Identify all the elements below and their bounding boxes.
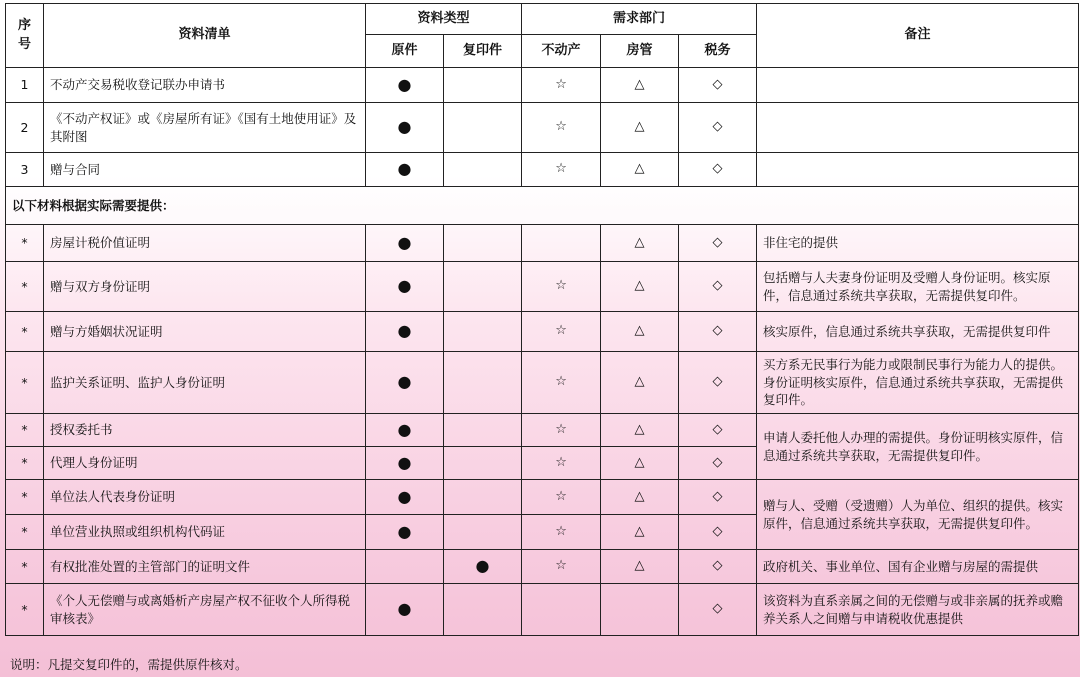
cell-tax: ◇	[679, 584, 757, 636]
table-row	[6, 312, 1079, 352]
cell-name: 授权委托书	[44, 414, 366, 447]
cell-housing: △	[601, 68, 679, 103]
cell-seq: 3	[6, 153, 44, 187]
header-tax: 税务	[679, 35, 757, 68]
cell-realestate: ☆	[522, 550, 601, 584]
table-row	[6, 153, 1079, 187]
cell-tax: ◇	[679, 103, 757, 153]
cell-remark: 该资料为直系亲属之间的无偿赠与或非亲属的抚养或赡养关系人之间赠与申请税收优惠提供	[757, 584, 1079, 636]
cell-seq: *	[6, 312, 44, 352]
cell-name: 《个人无偿赠与或离婚析产房屋产权不征收个人所得税审核表》	[44, 584, 366, 636]
cell-seq: *	[6, 550, 44, 584]
cell-realestate	[522, 225, 601, 262]
table-row	[6, 68, 1079, 103]
cell-tax: ◇	[679, 312, 757, 352]
cell-name: 有权批准处置的主管部门的证明文件	[44, 550, 366, 584]
cell-name: 不动产交易税收登记联办申请书	[44, 68, 366, 103]
cell-housing: △	[601, 312, 679, 352]
cell-copy	[444, 515, 522, 550]
cell-remark: 包括赠与人夫妻身份证明及受赠人身份证明。核实原件，信息通过系统共享获取，无需提供复印件。	[757, 262, 1079, 312]
cell-copy	[444, 414, 522, 447]
cell-housing: △	[601, 414, 679, 447]
cell-original: ●	[366, 480, 444, 515]
cell-original: ●	[366, 225, 444, 262]
cell-realestate: ☆	[522, 414, 601, 447]
cell-original: ●	[366, 352, 444, 414]
cell-tax: ◇	[679, 68, 757, 103]
table-row	[6, 262, 1079, 312]
cell-tax: ◇	[679, 550, 757, 584]
cell-remark	[757, 68, 1079, 103]
cell-copy	[444, 584, 522, 636]
cell-name: 赠与合同	[44, 153, 366, 187]
cell-seq: *	[6, 262, 44, 312]
cell-seq: 1	[6, 68, 44, 103]
cell-original: ●	[366, 153, 444, 187]
cell-tax: ◇	[679, 262, 757, 312]
cell-realestate: ☆	[522, 262, 601, 312]
cell-copy	[444, 103, 522, 153]
cell-housing: △	[601, 225, 679, 262]
cell-tax: ◇	[679, 515, 757, 550]
cell-tax: ◇	[679, 153, 757, 187]
cell-remark: 核实原件，信息通过系统共享获取，无需提供复印件	[757, 312, 1079, 352]
cell-original: ●	[366, 68, 444, 103]
header-type-group: 资料类型	[366, 4, 522, 35]
table-row	[6, 103, 1079, 153]
cell-housing: △	[601, 352, 679, 414]
cell-realestate: ☆	[522, 312, 601, 352]
cell-remark	[757, 103, 1079, 153]
cell-name: 房屋计税价值证明	[44, 225, 366, 262]
cell-tax: ◇	[679, 480, 757, 515]
cell-realestate: ☆	[522, 480, 601, 515]
cell-copy	[444, 352, 522, 414]
cell-realestate: ☆	[522, 447, 601, 480]
materials-table	[5, 3, 1079, 636]
cell-name: 赠与双方身份证明	[44, 262, 366, 312]
cell-original	[366, 550, 444, 584]
cell-tax: ◇	[679, 225, 757, 262]
cell-housing: △	[601, 515, 679, 550]
cell-realestate: ☆	[522, 352, 601, 414]
cell-seq: *	[6, 584, 44, 636]
cell-original: ●	[366, 447, 444, 480]
header-remarks: 备注	[757, 4, 1079, 68]
cell-copy: ●	[444, 550, 522, 584]
cell-housing: △	[601, 153, 679, 187]
cell-housing: △	[601, 262, 679, 312]
header-housing: 房管	[601, 35, 679, 68]
cell-seq: *	[6, 414, 44, 447]
cell-realestate	[522, 584, 601, 636]
section-label: 以下材料根据实际需要提供：	[6, 187, 1079, 225]
header-original: 原件	[366, 35, 444, 68]
cell-tax: ◇	[679, 414, 757, 447]
cell-tax: ◇	[679, 447, 757, 480]
cell-tax: ◇	[679, 352, 757, 414]
cell-copy	[444, 447, 522, 480]
cell-realestate: ☆	[522, 68, 601, 103]
cell-remark: 买方系无民事行为能力或限制民事行为能力人的提供。身份证明核实原件，信息通过系统共享获取，无需提供复印件。	[757, 352, 1079, 414]
cell-original: ●	[366, 414, 444, 447]
cell-housing: △	[601, 550, 679, 584]
cell-realestate: ☆	[522, 515, 601, 550]
cell-name: 监护关系证明、监护人身份证明	[44, 352, 366, 414]
cell-housing	[601, 584, 679, 636]
cell-realestate: ☆	[522, 153, 601, 187]
cell-copy	[444, 480, 522, 515]
cell-seq: *	[6, 225, 44, 262]
header-list: 资料清单	[44, 4, 366, 68]
footer-note: 说明：凡提交复印件的，需提供原件核对。	[10, 657, 248, 672]
cell-copy	[444, 68, 522, 103]
cell-remark: 非住宅的提供	[757, 225, 1079, 262]
cell-seq: *	[6, 352, 44, 414]
cell-seq: *	[6, 515, 44, 550]
cell-name: 单位营业执照或组织机构代码证	[44, 515, 366, 550]
cell-remark-merged-unit: 赠与人、受赠（受遗赠）人为单位、组织的提供。核实原件，信息通过系统共享获取，无需提供复印件。	[757, 480, 1079, 550]
cell-name: 《不动产权证》或《房屋所有证》《国有土地使用证》及其附图	[44, 103, 366, 153]
header-realestate: 不动产	[522, 35, 601, 68]
cell-copy	[444, 312, 522, 352]
table-row	[6, 225, 1079, 262]
table-row	[6, 352, 1079, 414]
cell-copy	[444, 153, 522, 187]
section-row	[6, 187, 1079, 225]
cell-name: 代理人身份证明	[44, 447, 366, 480]
cell-remark-merged-agent: 申请人委托他人办理的需提供。身份证明核实原件，信息通过系统共享获取，无需提供复印件。	[757, 414, 1079, 480]
cell-realestate: ☆	[522, 103, 601, 153]
cell-remark	[757, 153, 1079, 187]
cell-seq: 2	[6, 103, 44, 153]
table-row	[6, 550, 1079, 584]
table-row	[6, 480, 1079, 515]
header-copy: 复印件	[444, 35, 522, 68]
cell-name: 单位法人代表身份证明	[44, 480, 366, 515]
cell-original: ●	[366, 584, 444, 636]
cell-housing: △	[601, 103, 679, 153]
cell-seq: *	[6, 480, 44, 515]
cell-original: ●	[366, 262, 444, 312]
cell-seq: *	[6, 447, 44, 480]
cell-copy	[444, 262, 522, 312]
cell-remark: 政府机关、事业单位、国有企业赠与房屋的需提供	[757, 550, 1079, 584]
header-dept-group: 需求部门	[522, 4, 757, 35]
table-row	[6, 584, 1079, 636]
cell-name: 赠与方婚姻状况证明	[44, 312, 366, 352]
header-seq: 序号	[6, 4, 44, 68]
cell-original: ●	[366, 312, 444, 352]
cell-copy	[444, 225, 522, 262]
cell-housing: △	[601, 447, 679, 480]
table-row	[6, 414, 1079, 447]
cell-housing: △	[601, 480, 679, 515]
cell-original: ●	[366, 515, 444, 550]
cell-original: ●	[366, 103, 444, 153]
